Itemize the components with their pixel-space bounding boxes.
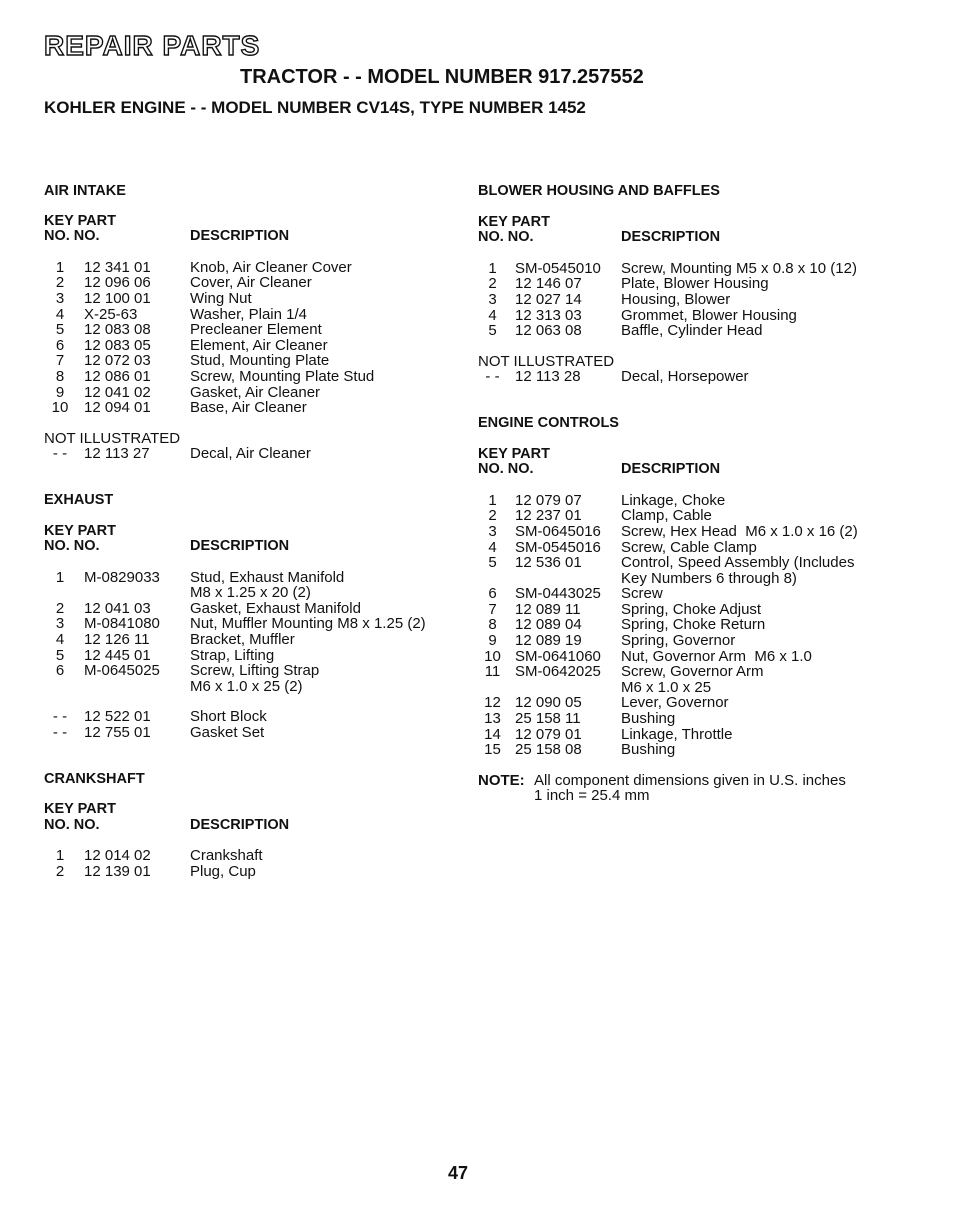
no-no-header: NO. NO. — [44, 228, 100, 245]
part-number: 12 083 05 — [84, 336, 151, 354]
description-header: DESCRIPTION — [621, 461, 721, 478]
key-number: 1 — [55, 847, 65, 865]
part-row — [478, 711, 918, 727]
key-number: - - — [52, 724, 68, 742]
part-description: Control, Speed Assembly (Includes Key Numbers 6 through 8) — [621, 554, 855, 587]
part-number: SM-0545010 — [515, 259, 601, 277]
part-description: Screw, Hex Head M6 x 1.0 x 16 (2) — [621, 522, 858, 540]
key-number: 9 — [488, 632, 497, 650]
part-description: Screw, Mounting M5 x 0.8 x 10 (12) — [621, 259, 857, 277]
part-row — [478, 493, 918, 509]
part-row — [44, 369, 464, 385]
key-number: 3 — [55, 615, 65, 633]
part-description: Element, Air Cleaner — [190, 336, 328, 354]
part-row — [478, 727, 918, 743]
part-row — [478, 555, 918, 586]
description-header: DESCRIPTION — [190, 228, 290, 245]
section-engine-controls — [478, 416, 918, 804]
key-number: 11 — [484, 663, 501, 681]
part-number: 12 139 01 — [84, 863, 151, 880]
part-row — [44, 725, 464, 741]
section-blower-housing — [478, 184, 918, 385]
no-no-header: NO. NO. — [478, 229, 534, 246]
column-header — [478, 447, 918, 478]
part-number: 25 158 11 — [515, 710, 581, 728]
part-row — [44, 648, 464, 664]
part-number: 12 014 02 — [84, 847, 151, 865]
key-number: 1 — [488, 491, 497, 509]
part-description: Gasket, Exhaust Manifold — [190, 599, 361, 617]
key-number: 4 — [55, 631, 65, 649]
key-number: 4 — [55, 305, 65, 323]
note-text — [534, 773, 918, 804]
part-row — [44, 260, 464, 276]
parts-list — [44, 446, 464, 462]
part-number: 12 237 01 — [515, 507, 582, 525]
key-number: 14 — [484, 725, 501, 743]
part-row — [44, 848, 464, 864]
part-description: Bushing — [621, 741, 676, 759]
part-row — [478, 323, 918, 339]
column-header — [44, 214, 464, 245]
part-description: Bushing — [621, 710, 676, 728]
parts-list — [478, 261, 918, 339]
key-number: - - — [52, 708, 68, 726]
part-number: SM-0642025 — [515, 663, 601, 681]
part-description: Gasket, Air Cleaner — [190, 383, 321, 401]
part-row — [478, 586, 918, 602]
key-number: 5 — [488, 322, 497, 340]
section-title: ENGINE CONTROLS — [478, 414, 619, 431]
part-number: 12 146 07 — [515, 275, 582, 293]
key-part-header: KEY PART — [44, 212, 116, 229]
part-row — [478, 540, 918, 556]
part-description: Washer, Plain 1/4 — [190, 305, 308, 323]
column-header — [44, 802, 464, 833]
part-row — [44, 400, 464, 416]
part-number: 12 086 01 — [84, 367, 151, 385]
part-row — [44, 322, 464, 338]
key-number: - - — [485, 368, 500, 386]
part-description: Wing Nut — [190, 289, 252, 307]
part-description: Stud, Mounting Plate — [190, 352, 330, 370]
part-description: Cover, Air Cleaner — [190, 274, 312, 292]
part-row — [44, 616, 464, 632]
part-number: 12 100 01 — [84, 289, 151, 307]
key-number: 7 — [55, 352, 65, 370]
part-number: M-0645025 — [84, 662, 160, 680]
part-description: Knob, Air Cleaner Cover — [190, 258, 352, 276]
key-part-header: KEY PART — [44, 522, 116, 539]
part-description: Grommet, Blower Housing — [621, 306, 797, 324]
part-description: Clamp, Cable — [621, 507, 712, 525]
key-number: 8 — [55, 367, 65, 385]
part-number: 12 313 03 — [515, 306, 582, 324]
key-number: 2 — [488, 507, 497, 525]
part-row — [478, 633, 918, 649]
column-header — [44, 524, 464, 555]
key-number: 4 — [488, 538, 497, 556]
part-number: 12 126 11 — [84, 631, 150, 649]
key-number: 7 — [488, 600, 497, 618]
part-description: Plate, Blower Housing — [621, 275, 769, 293]
parts-list — [44, 848, 464, 879]
key-number: 6 — [55, 336, 65, 354]
part-number: 25 158 08 — [515, 741, 582, 759]
part-description: Housing, Blower — [621, 290, 731, 308]
part-number: 12 536 01 — [515, 554, 582, 572]
key-number: 1 — [55, 568, 65, 586]
part-number: 12 094 01 — [84, 399, 151, 417]
part-row — [478, 508, 918, 524]
part-description: Baffle, Cylinder Head — [621, 322, 763, 340]
part-description: Screw, Cable Clamp — [621, 538, 757, 556]
key-number: 6 — [488, 585, 497, 603]
key-number: 2 — [55, 599, 65, 617]
key-number: 2 — [55, 863, 65, 880]
page-title: REPAIR PARTS — [44, 30, 261, 61]
part-description: Plug, Cup — [190, 863, 256, 880]
part-number: 12 063 08 — [515, 322, 582, 340]
key-number: 15 — [484, 741, 501, 759]
part-row — [44, 709, 464, 725]
part-number: SM-0645016 — [515, 522, 601, 540]
part-row — [44, 663, 464, 694]
part-number: 12 341 01 — [84, 258, 151, 276]
part-number: 12 113 27 — [84, 445, 150, 463]
part-row — [44, 307, 464, 323]
part-number: M-0829033 — [84, 568, 160, 586]
part-description: Lever, Governor — [621, 694, 729, 712]
part-row — [478, 308, 918, 324]
part-row — [478, 524, 918, 540]
key-number: 3 — [488, 522, 497, 540]
page-number: 47 — [448, 1163, 469, 1183]
parts-list — [44, 260, 464, 416]
part-number: X-25-63 — [84, 305, 138, 323]
note-line: 1 inch = 25.4 mm — [534, 787, 650, 805]
key-number: 5 — [55, 646, 65, 664]
part-number: 12 079 07 — [515, 491, 582, 509]
key-part-header: KEY PART — [44, 801, 116, 818]
part-description: Screw, Governor Arm M6 x 1.0 x 25 — [621, 663, 764, 696]
part-number: 12 083 08 — [84, 321, 151, 339]
part-number: M-0841080 — [84, 615, 160, 633]
section-title: CRANKSHAFT — [44, 770, 145, 787]
note-label: NOTE: — [478, 771, 525, 789]
part-row — [478, 742, 918, 758]
section-air-intake — [44, 184, 464, 462]
part-row — [44, 570, 464, 601]
parts-list — [478, 493, 918, 758]
part-description: Screw, Mounting Plate Stud — [190, 367, 375, 385]
part-row — [44, 446, 464, 462]
key-number: 6 — [55, 662, 65, 680]
description-header: DESCRIPTION — [190, 538, 290, 555]
part-row — [478, 664, 918, 695]
part-number: 12 755 01 — [84, 724, 151, 742]
part-number: 12 027 14 — [515, 290, 582, 308]
part-row — [44, 291, 464, 307]
part-row — [478, 292, 918, 308]
key-number: - - — [52, 445, 68, 463]
key-number: 13 — [484, 710, 501, 728]
part-number: 12 096 06 — [84, 274, 151, 292]
part-description: Decal, Horsepower — [621, 368, 749, 386]
not-illustrated-label: NOT ILLUSTRATED — [478, 352, 615, 370]
part-row — [44, 864, 464, 880]
part-description: Screw — [621, 585, 663, 603]
key-number: 3 — [488, 290, 497, 308]
part-number: SM-0641060 — [515, 647, 601, 665]
part-row — [478, 369, 918, 385]
part-row — [44, 385, 464, 401]
key-number: 2 — [55, 274, 65, 292]
not-illustrated-label: NOT ILLUSTRATED — [44, 429, 181, 447]
part-description: Screw, Lifting Strap M6 x 1.0 x 25 (2) — [190, 662, 320, 695]
part-number: 12 445 01 — [84, 646, 151, 664]
part-row — [478, 617, 918, 633]
section-title: BLOWER HOUSING AND BAFFLES — [478, 183, 720, 199]
description-header: DESCRIPTION — [621, 229, 721, 246]
part-number: 12 041 02 — [84, 383, 151, 401]
part-description: Bracket, Muffler — [190, 631, 295, 649]
no-no-header: NO. NO. — [44, 816, 100, 833]
key-number: 5 — [488, 554, 497, 572]
part-description: Linkage, Choke — [621, 491, 726, 509]
part-description: Linkage, Throttle — [621, 725, 733, 743]
part-row — [478, 695, 918, 711]
part-row — [44, 601, 464, 617]
tractor-model-heading: TRACTOR - - MODEL NUMBER 917.257552 — [240, 66, 644, 88]
note-line: All component dimensions given in U.S. inches — [534, 771, 846, 789]
parts-list — [44, 570, 464, 695]
part-row — [44, 353, 464, 369]
part-number: 12 113 28 — [515, 368, 581, 386]
section-crankshaft — [44, 772, 464, 880]
part-row — [478, 261, 918, 277]
key-number: 4 — [488, 306, 497, 324]
key-number: 1 — [55, 258, 65, 276]
key-part-header: KEY PART — [478, 213, 550, 230]
part-row — [478, 276, 918, 292]
part-number: 12 072 03 — [84, 352, 151, 370]
part-number: 12 089 04 — [515, 616, 582, 634]
key-number: 5 — [55, 321, 65, 339]
section-title: AIR INTAKE — [44, 183, 126, 199]
key-number: 10 — [51, 399, 69, 417]
part-description: Strap, Lifting — [190, 646, 275, 664]
part-number: 12 090 05 — [515, 694, 582, 712]
part-number: 12 089 11 — [515, 600, 581, 618]
part-description: Short Block — [190, 708, 267, 726]
parts-list — [478, 369, 918, 385]
key-number: 1 — [488, 259, 497, 277]
part-number: 12 079 01 — [515, 725, 582, 743]
part-row — [44, 275, 464, 291]
right-column — [478, 184, 918, 804]
note — [478, 773, 918, 804]
part-description: Precleaner Element — [190, 321, 322, 339]
key-number: 2 — [488, 275, 497, 293]
section-title: EXHAUST — [44, 491, 114, 508]
column-header — [478, 215, 918, 246]
part-description: Base, Air Cleaner — [190, 399, 307, 417]
left-column — [44, 184, 464, 880]
part-description: Crankshaft — [190, 847, 263, 865]
part-number: 12 522 01 — [84, 708, 151, 726]
key-number: 8 — [488, 616, 497, 634]
key-number: 10 — [484, 647, 501, 665]
part-description: Spring, Choke Return — [621, 616, 766, 634]
key-number: 3 — [55, 289, 65, 307]
part-row — [44, 338, 464, 354]
no-no-header: NO. NO. — [478, 461, 534, 478]
part-number: SM-0545016 — [515, 538, 601, 556]
part-row — [478, 649, 918, 665]
parts-list — [44, 709, 464, 740]
part-description: Nut, Governor Arm M6 x 1.0 — [621, 647, 812, 665]
engine-model-heading: KOHLER ENGINE - - MODEL NUMBER CV14S, TYPE NUMBER 1452 — [44, 98, 586, 117]
part-description: Nut, Muffler Mounting M8 x 1.25 (2) — [190, 615, 426, 633]
description-header: DESCRIPTION — [190, 816, 290, 833]
part-description: Decal, Air Cleaner — [190, 445, 311, 463]
key-part-header: KEY PART — [478, 445, 550, 462]
key-number: 12 — [484, 694, 501, 712]
part-description: Spring, Choke Adjust — [621, 600, 762, 618]
part-number: 12 089 19 — [515, 632, 582, 650]
section-exhaust — [44, 493, 464, 741]
part-description: Spring, Governor — [621, 632, 736, 650]
part-description: Gasket Set — [190, 724, 265, 742]
part-number: SM-0443025 — [515, 585, 601, 603]
part-number: 12 041 03 — [84, 599, 151, 617]
part-row — [44, 632, 464, 648]
part-description: Stud, Exhaust Manifold M8 x 1.25 x 20 (2) — [190, 568, 345, 602]
key-number: 9 — [55, 383, 65, 401]
no-no-header: NO. NO. — [44, 538, 100, 555]
part-row — [478, 602, 918, 618]
